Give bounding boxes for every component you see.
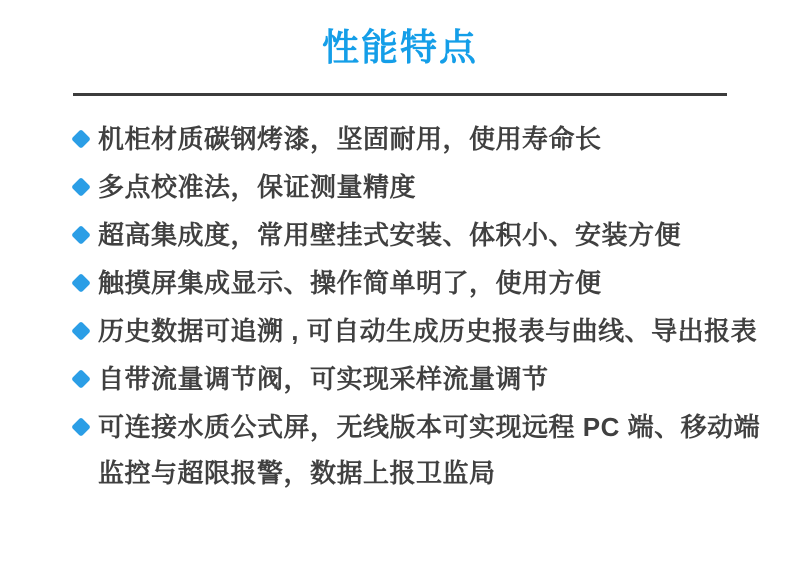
bullet-box <box>71 212 90 258</box>
feature-list-item <box>71 404 760 496</box>
bullet-box <box>71 260 90 306</box>
feature-list-item <box>71 164 760 210</box>
feature-list-item <box>71 212 760 258</box>
feature-item-text <box>98 116 602 162</box>
feature-item-text <box>98 404 760 496</box>
bullet-box <box>71 164 90 210</box>
bullet-box <box>71 356 90 402</box>
feature-item-text <box>98 356 549 402</box>
feature-item-line: 触摸屏集成显示、操作简单明了，使用方便 <box>98 268 602 298</box>
feature-item-text <box>98 260 602 306</box>
feature-card <box>0 26 800 562</box>
feature-list-item <box>71 260 760 306</box>
feature-item-text <box>98 212 681 258</box>
feature-item-text <box>98 164 416 210</box>
feature-item-line: 超高集成度，常用壁挂式安装、体积小、安装方便 <box>98 220 682 250</box>
feature-item-line: 历史数据可追溯 , 可自动生成历史报表与曲线、导出报表 <box>98 316 758 346</box>
feature-item-line: 机柜材质碳钢烤漆，坚固耐用，使用寿命长 <box>98 124 602 154</box>
feature-list-item <box>71 356 760 402</box>
diamond-bullet-icon <box>71 225 91 245</box>
feature-item-line: 自带流量调节阀，可实现采样流量调节 <box>98 364 549 394</box>
page-title: 性能特点 <box>322 27 478 68</box>
feature-list-item <box>71 116 760 162</box>
diamond-bullet-icon <box>71 321 91 341</box>
diamond-bullet-icon <box>71 273 91 293</box>
feature-list <box>71 116 760 496</box>
feature-item-line: 可连接水质公式屏，无线版本可实现远程 PC 端、移动端 <box>98 412 761 442</box>
bullet-box <box>71 308 90 354</box>
diamond-bullet-icon <box>71 129 91 149</box>
diamond-bullet-icon <box>71 177 91 197</box>
feature-list-item <box>71 308 760 354</box>
feature-item-line: 多点校准法，保证测量精度 <box>98 172 417 202</box>
bullet-box <box>71 116 90 162</box>
bullet-box <box>71 404 90 450</box>
title-divider <box>73 93 727 96</box>
feature-item-line: 监控与超限报警，数据上报卫监局 <box>98 458 496 488</box>
diamond-bullet-icon <box>71 417 91 437</box>
diamond-bullet-icon <box>71 369 91 389</box>
feature-item-text <box>98 308 757 354</box>
